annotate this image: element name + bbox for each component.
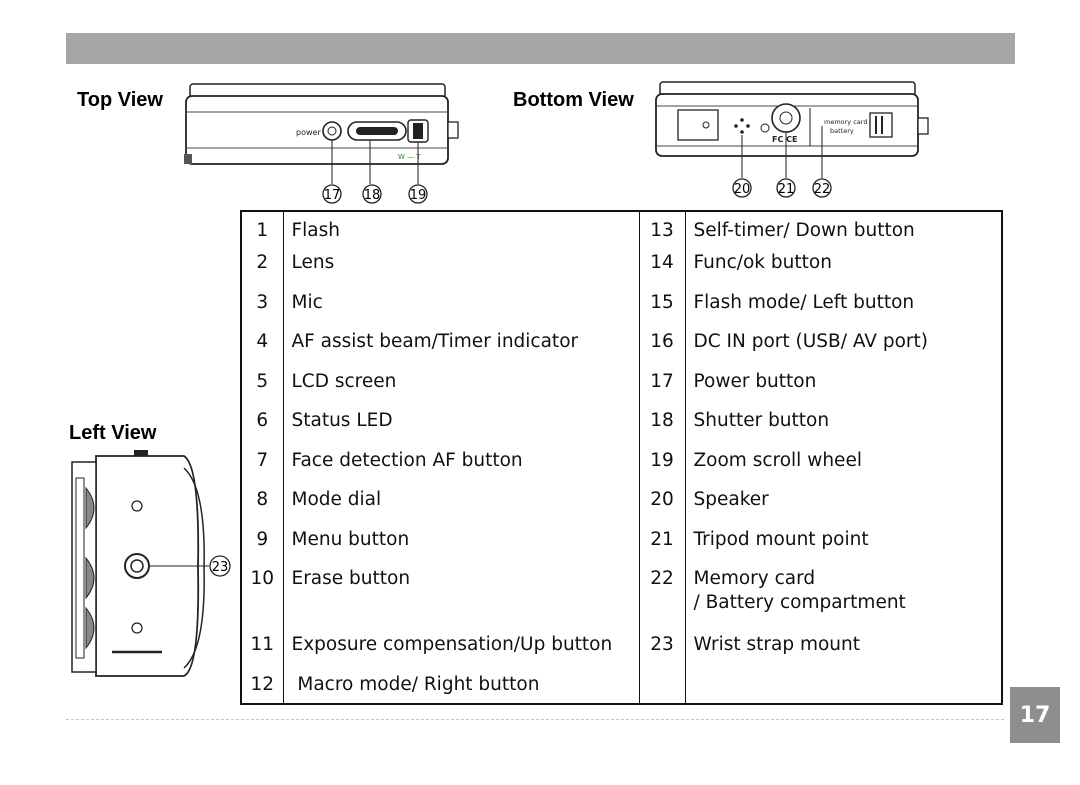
- part-number: 20: [639, 488, 685, 528]
- svg-text:17: 17: [323, 188, 341, 203]
- svg-text:22: 22: [813, 182, 831, 197]
- part-number: 19: [639, 449, 685, 489]
- zoom-text: W — T: [398, 153, 421, 161]
- part-number: 23: [639, 633, 685, 673]
- callout-17: [323, 185, 341, 203]
- part-number: 22: [639, 567, 685, 633]
- part-label: Speaker: [685, 488, 1002, 528]
- part-label: Erase button: [283, 567, 639, 633]
- callout-22: [813, 179, 831, 197]
- svg-text:18: 18: [363, 188, 381, 203]
- part-number: 11: [241, 633, 283, 673]
- callout-18: [363, 185, 381, 203]
- svg-text:23: 23: [211, 560, 229, 575]
- part-label: Face detection AF button: [283, 449, 639, 489]
- callout-23: [210, 556, 230, 576]
- table-row: [241, 251, 1002, 291]
- parts-table: [240, 210, 1003, 705]
- left-view-label: Left View: [69, 422, 157, 444]
- footer-divider: [66, 719, 1004, 720]
- table-row: [241, 370, 1002, 410]
- part-number: 18: [639, 409, 685, 449]
- part-label: Flash mode/ Left button: [685, 291, 1002, 331]
- page-number: 17: [1010, 687, 1060, 743]
- part-number: 3: [241, 291, 283, 331]
- part-label-multiline: [685, 567, 1002, 633]
- part-number: 9: [241, 528, 283, 568]
- callout-21: [777, 179, 795, 197]
- part-label: Lens: [283, 251, 639, 291]
- part-label: Power button: [685, 370, 1002, 410]
- part-number: 4: [241, 330, 283, 370]
- svg-text:21: 21: [777, 182, 795, 197]
- part-number: 17: [639, 370, 685, 410]
- table-row: [241, 330, 1002, 370]
- part-number: 6: [241, 409, 283, 449]
- part-label: DC IN port (USB/ AV port): [685, 330, 1002, 370]
- part-number: 13: [639, 211, 685, 251]
- cert-text: FC CE: [772, 135, 798, 144]
- part-label: AF assist beam/Timer indicator: [283, 330, 639, 370]
- svg-text:19: 19: [409, 188, 427, 203]
- table-row: [241, 528, 1002, 568]
- part-label-line-1: Memory card: [693, 568, 816, 589]
- svg-text:20: 20: [733, 182, 751, 197]
- table-row: [241, 449, 1002, 489]
- part-label: Zoom scroll wheel: [685, 449, 1002, 489]
- part-label: Shutter button: [685, 409, 1002, 449]
- part-label-line-2: / Battery compartment: [693, 592, 906, 613]
- part-number: 12: [241, 673, 283, 704]
- part-label: Func/ok button: [685, 251, 1002, 291]
- memory-card-text: memory card: [824, 118, 868, 126]
- part-number: 7: [241, 449, 283, 489]
- part-label: Status LED: [283, 409, 639, 449]
- part-label: Self-timer/ Down button: [685, 211, 1002, 251]
- table-row: [241, 211, 1002, 251]
- part-number: 21: [639, 528, 685, 568]
- callout-19: [409, 185, 427, 203]
- table-row: [241, 673, 1002, 704]
- part-number: 10: [241, 567, 283, 633]
- part-number: 16: [639, 330, 685, 370]
- top-view-label: Top View: [77, 89, 163, 111]
- part-number: 8: [241, 488, 283, 528]
- part-label: Mode dial: [283, 488, 639, 528]
- part-label: Tripod mount point: [685, 528, 1002, 568]
- table-row: [241, 409, 1002, 449]
- part-label: [685, 673, 1002, 704]
- table-row: [241, 567, 1002, 633]
- part-number: 1: [241, 211, 283, 251]
- dc-port-cover-icon: [678, 110, 718, 140]
- table-row: [241, 291, 1002, 331]
- left-view-camera-illustration: [66, 448, 238, 684]
- part-number: [639, 673, 685, 704]
- table-row: [241, 488, 1002, 528]
- part-label: Mic: [283, 291, 639, 331]
- part-number: 15: [639, 291, 685, 331]
- bottom-view-label: Bottom View: [513, 89, 634, 111]
- callout-20: [733, 179, 751, 197]
- part-label: Menu button: [283, 528, 639, 568]
- table-row: [241, 633, 1002, 673]
- header-bar: [66, 33, 1015, 64]
- part-label: LCD screen: [283, 370, 639, 410]
- part-label: Macro mode/ Right button: [283, 673, 639, 704]
- bottom-view-camera-illustration: [650, 80, 940, 205]
- part-label: Flash: [283, 211, 639, 251]
- part-number: 5: [241, 370, 283, 410]
- battery-text: battery: [830, 127, 854, 135]
- power-text: power: [296, 128, 321, 137]
- part-label: Exposure compensation/Up button: [283, 633, 639, 673]
- part-number: 14: [639, 251, 685, 291]
- part-number: 2: [241, 251, 283, 291]
- top-view-camera-illustration: [180, 82, 470, 207]
- part-label: Wrist strap mount: [685, 633, 1002, 673]
